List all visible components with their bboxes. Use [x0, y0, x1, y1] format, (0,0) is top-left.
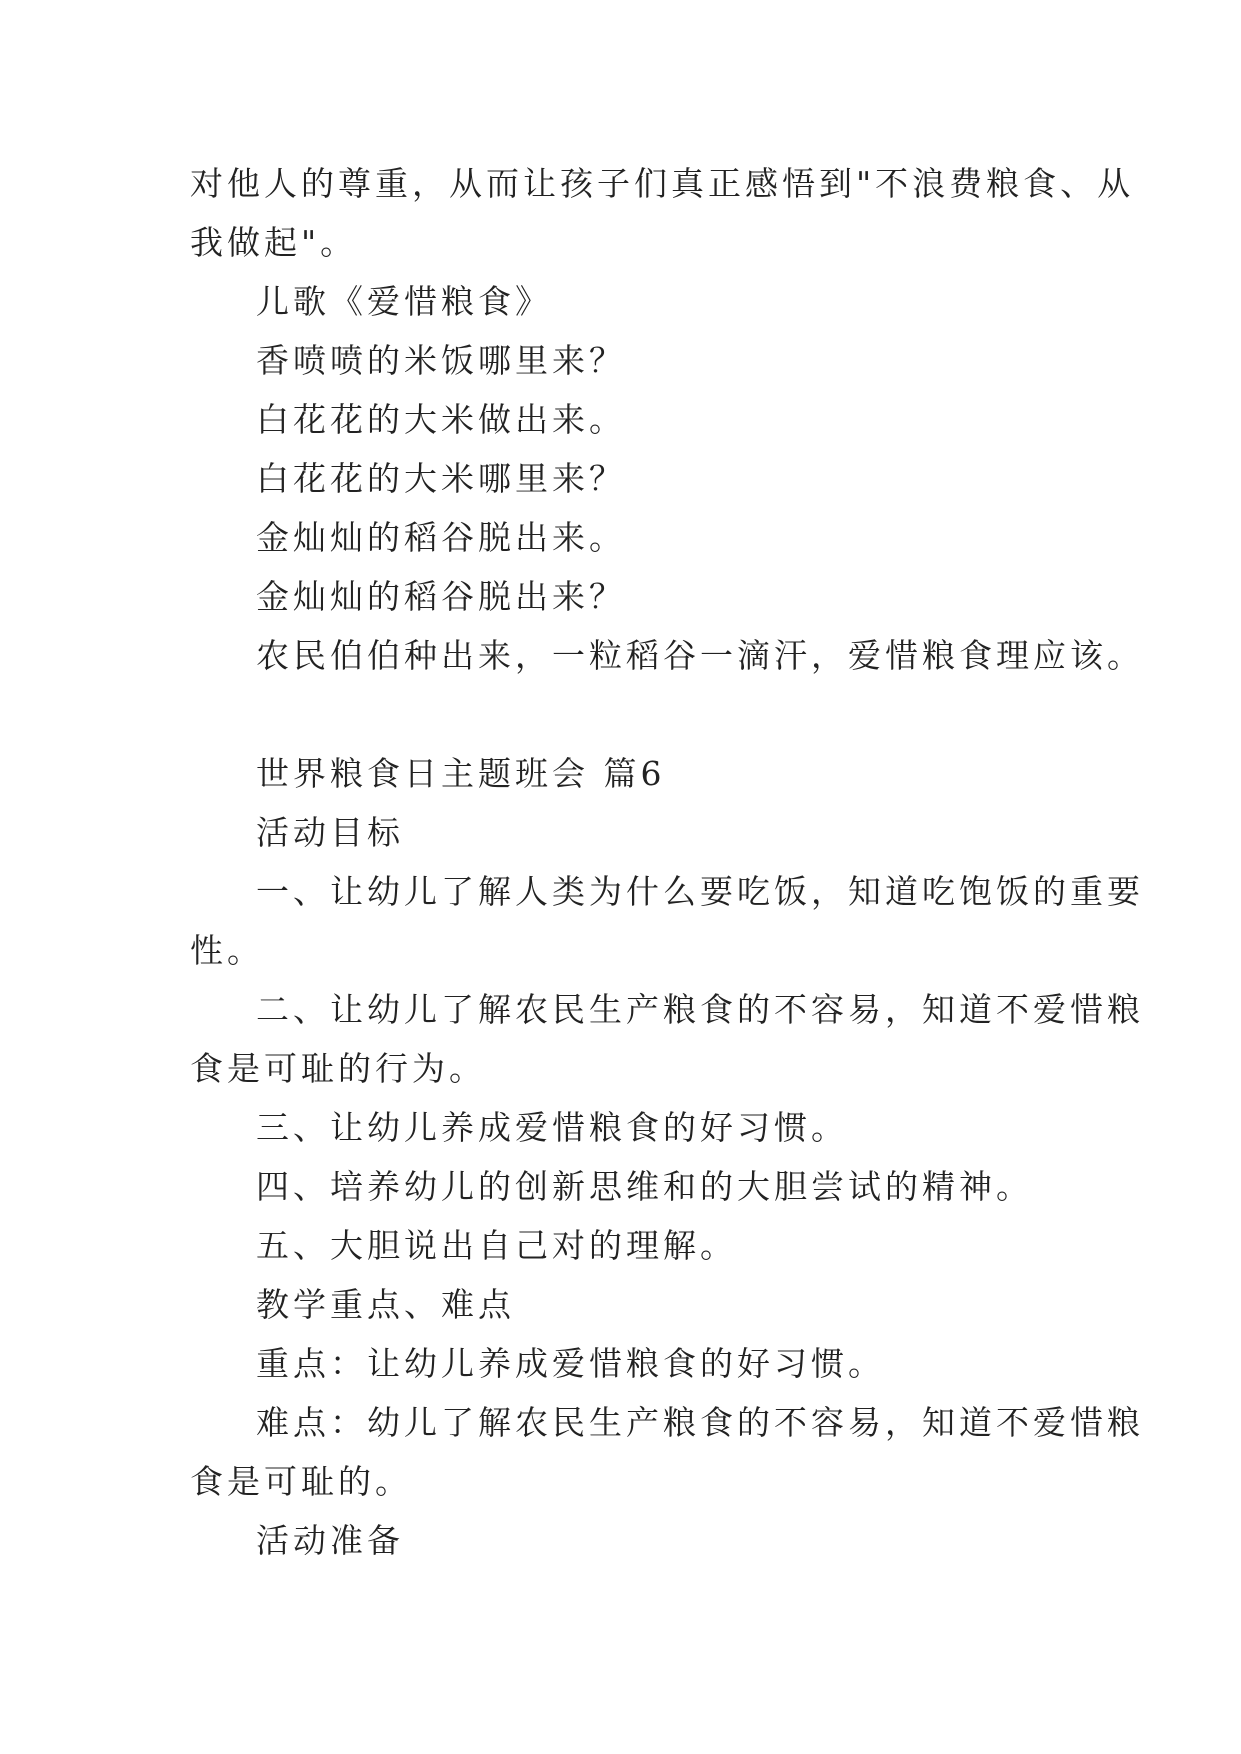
goal-item: 三、让幼儿养成爱惜粮食的好习惯。 — [256, 1108, 848, 1147]
poem-line: 香喷喷的米饭哪里来？ — [256, 341, 626, 380]
poem-line: 金灿灿的稻谷脱出来。 — [256, 518, 626, 557]
paragraph-line: 我做起"。 — [190, 223, 358, 262]
poem-title: 儿歌《爱惜粮食》 — [256, 282, 552, 321]
goal-item-continuation: 性。 — [190, 931, 264, 970]
subheading-preparation: 活动准备 — [256, 1521, 404, 1560]
poem-line: 金灿灿的稻谷脱出来？ — [256, 577, 626, 616]
key-point: 重点：让幼儿养成爱惜粮食的好习惯。 — [256, 1344, 885, 1383]
goal-item: 二、让幼儿了解农民生产粮食的不容易，知道不爱惜粮 — [256, 990, 1144, 1029]
goal-item: 五、大胆说出自己对的理解。 — [256, 1226, 737, 1265]
subheading-activity-goals: 活动目标 — [256, 813, 404, 852]
difficult-point: 难点：幼儿了解农民生产粮食的不容易，知道不爱惜粮 — [256, 1403, 1144, 1442]
paragraph-line: 对他人的尊重，从而让孩子们真正感悟到"不浪费粮食、从 — [190, 164, 1135, 203]
goal-item-continuation: 食是可耻的行为。 — [190, 1049, 486, 1088]
goal-item: 四、培养幼儿的创新思维和的大胆尝试的精神。 — [256, 1167, 1033, 1206]
difficult-point-continuation: 食是可耻的。 — [190, 1462, 412, 1501]
subheading-key-points: 教学重点、难点 — [256, 1285, 515, 1324]
poem-line: 白花花的大米做出来。 — [256, 400, 626, 439]
section-heading: 世界粮食日主题班会 篇6 — [256, 754, 666, 793]
poem-line: 农民伯伯种出来，一粒稻谷一滴汗，爱惜粮食理应该。 — [256, 636, 1144, 675]
goal-item: 一、让幼儿了解人类为什么要吃饭，知道吃饱饭的重要 — [256, 872, 1144, 911]
poem-line: 白花花的大米哪里来？ — [256, 459, 626, 498]
